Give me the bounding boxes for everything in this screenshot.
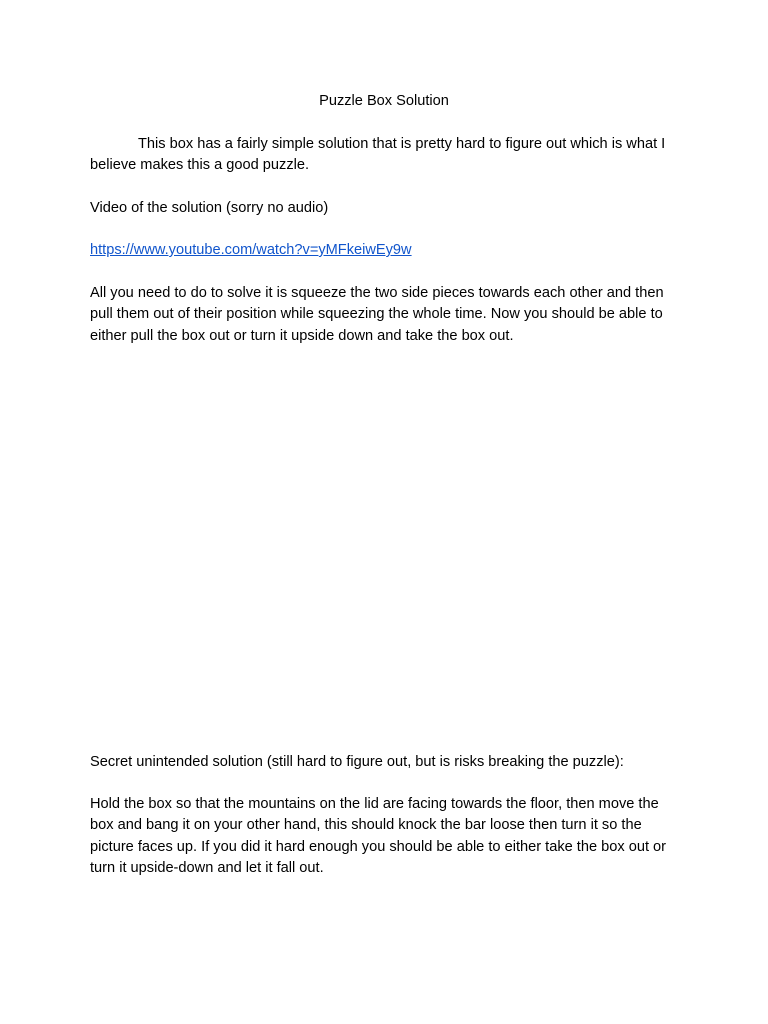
secret-solution-heading: Secret unintended solution (still hard to figure out, but is risks breaking the puzzle): [90,754,624,770]
instructions-paragraph: All you need to do to solve it is squeeze the two side pieces towards each other and then pull them out of their position while squeezing the whole time. Now you should be able to either pull the box out or turn it upside down and take the box out. [90,285,664,344]
video-link[interactable]: https://www.youtube.com/watch?v=yMFkeiwEy9w [90,242,412,258]
video-label: Video of the solution (sorry no audio) [90,200,329,216]
document-title: Puzzle Box Solution [319,93,449,109]
secret-solution-paragraph: Hold the box so that the mountains on the lid are facing towards the floor, then move the box and bang it on your other hand, this should knock the bar loose then turn it so the picture faces up. If you did it hard enough you should be able to either take the box out or turn it upside-down and let it fall out. [90,796,667,876]
intro-paragraph: This box has a fairly simple solution that is pretty hard to figure out which is what I believe makes this a good puzzle. [90,136,666,174]
